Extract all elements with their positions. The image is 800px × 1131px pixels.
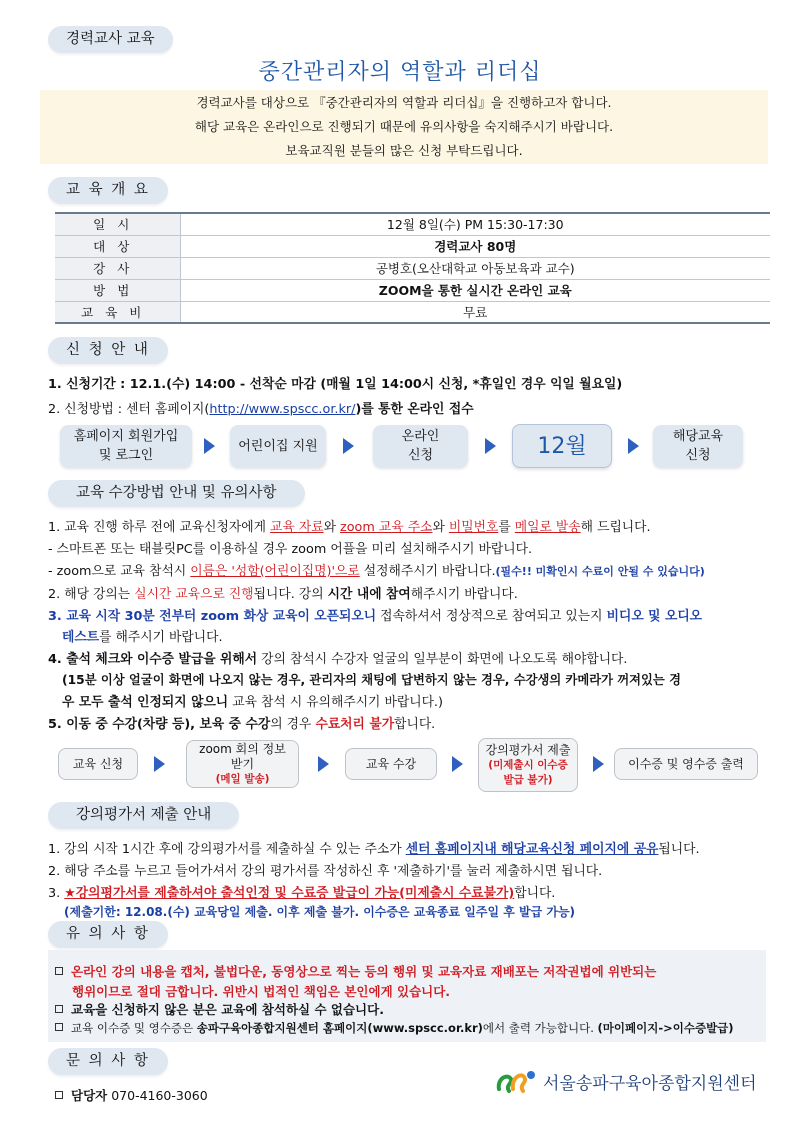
table-value: 경력교사 80명 [180, 235, 770, 257]
text: 1. 강의 시작 1시간 후에 강의평가서를 제출하실 수 있는 주소가 [48, 842, 406, 857]
section-heading-apply: 신 청 안 내 [48, 337, 168, 364]
step-text: 발급 불가) [503, 773, 553, 786]
org-logo-icon [495, 1067, 537, 1095]
apply-step-5 [653, 425, 743, 467]
page-title: 중간관리자의 역할과 리더십 [258, 60, 542, 85]
table-key: 방법 [55, 279, 180, 301]
apply-step-1 [60, 425, 192, 467]
step-text: 12월 [537, 433, 587, 459]
intro-line: 해당 교육은 온라인으로 진행되기 때문에 유의사항을 숙지해주시기 바랍니다. [194, 119, 614, 134]
text: 합니다. [394, 717, 436, 732]
apply-step-4 [512, 424, 612, 468]
text: 를 [498, 520, 515, 535]
text: - zoom으로 교육 참석시 [48, 564, 191, 579]
table-row [55, 235, 770, 257]
text: 해주시기 바랍니다. [410, 587, 518, 602]
arrow-right-icon [154, 756, 165, 772]
intro-line: 보육교직원 분들의 많은 신청 부탁드립니다. [285, 143, 523, 158]
step-text: 교육 신청 [72, 756, 124, 771]
contact-line [55, 1086, 208, 1104]
method-line-1 [48, 516, 651, 535]
step-text: 온라인 [401, 429, 440, 444]
evaluation-line-1 [48, 838, 700, 857]
method-line-5 [48, 605, 702, 624]
text: 접속하셔서 정상적으로 참여되고 있는지 [376, 609, 607, 624]
text: 를 해주시기 바랍니다. [99, 630, 223, 645]
text: 교육 이수증 및 영수증은 [71, 1021, 197, 1035]
text: 수료처리 불가 [315, 717, 395, 732]
flow-step-2 [186, 740, 299, 788]
section-heading-contact: 문 의 사 항 [48, 1048, 168, 1075]
section-heading-notice: 유 의 사 항 [48, 921, 168, 948]
step-text: 어린이집 지원 [238, 438, 318, 454]
flow-step-5 [614, 748, 758, 780]
table-row [55, 213, 770, 235]
text: 비밀번호 [448, 520, 499, 535]
arrow-right-icon [204, 438, 215, 454]
text: 교육 참석 시 유의해주시기 바랍니다.) [228, 695, 443, 710]
text: 우 모두 출석 인정되지 않으니 [62, 695, 229, 710]
method-line-6 [62, 626, 223, 645]
intro-line: 경력교사를 대상으로 『중간관리자의 역할과 리더십』을 진행하고자 합니다. [196, 95, 612, 110]
step-text: 및 로그인 [98, 448, 154, 463]
step-text: 교육 수강 [365, 756, 417, 771]
square-bullet-icon [55, 1091, 63, 1099]
section-heading-evaluation: 강의평가서 제출 안내 [48, 802, 239, 829]
table-row [55, 301, 770, 323]
table-value: 무료 [180, 301, 770, 323]
text: 4. 출석 체크와 이수증 발급을 위해서 [48, 652, 258, 667]
method-line-10 [48, 713, 435, 732]
apply-period: 1. 신청기간 : 12.1.(수) 14:00 - 선착순 마감 (매월 1일 14:00시 신청, *휴일인 경우 익일 월요일) [48, 377, 623, 392]
table-key: 교육비 [55, 301, 180, 323]
text: 교육을 신청하지 않은 분은 교육에 참석하실 수 없습니다. [71, 1002, 384, 1017]
text: 메일로 발송 [514, 520, 581, 535]
org-logo [495, 1067, 757, 1095]
square-bullet-icon [55, 1023, 63, 1031]
arrow-right-icon [452, 756, 463, 772]
step-text: 이수증 및 영수증 출력 [628, 756, 744, 771]
step-text: 받기 [230, 756, 255, 771]
text: 5. 이동 중 수강(차량 등), 보육 중 수강 [48, 717, 271, 732]
evaluation-line-4: (제출기한: 12.08.(수) 교육당일 제출. 이후 제출 불가. 이수증은 교육종료 일주일 후 발급 가능) [64, 905, 576, 919]
step-text: (미제출시 이수증 [488, 758, 568, 771]
apply-step-3 [373, 425, 468, 467]
text: 담당자 [71, 1088, 108, 1103]
text: 에서 출력 가능합니다. [482, 1021, 598, 1035]
method-line-7 [48, 648, 628, 667]
text: 070-4160-3060 [107, 1088, 208, 1103]
text: ★강의평가서를 제출하셔야 출석인정 및 수료증 발급이 가능(미제출시 수료불가) [64, 886, 515, 901]
text: 됩니다. [658, 842, 700, 857]
step-text: 홈페이지 회원가입 [73, 429, 179, 444]
table-value: ZOOM을 통한 실시간 온라인 교육 [180, 279, 770, 301]
method-line-9 [62, 691, 443, 710]
text: 교육 자료 [270, 520, 324, 535]
apply-step-2 [230, 425, 326, 467]
step-text: 해당교육 [672, 429, 724, 444]
step-text: 강의평가서 제출 [485, 742, 571, 757]
text: zoom 교육 주소 [340, 520, 433, 535]
table-row [55, 257, 770, 279]
text: 합니다. [514, 886, 556, 901]
notice-item-1 [55, 962, 656, 980]
text: 시간 내에 참여 [327, 587, 411, 602]
text: (필수!! 미확인시 수료이 안될 수 있습니다) [495, 565, 705, 578]
flow-step-1 [58, 748, 138, 780]
method-line-8: (15분 이상 얼굴이 화면에 나오지 않는 경우, 관리자의 채팅에 답변하지 않는 경우, 수강생의 카메라가 꺼져있는 경 [62, 673, 681, 687]
text: 와 [432, 520, 449, 535]
table-row [55, 279, 770, 301]
section-heading-method: 교육 수강방법 안내 및 유의사항 [48, 480, 305, 507]
table-value: 12월 8일(수) PM 15:30-17:30 [180, 213, 770, 235]
text: 3. 교육 시작 30분 전부터 zoom 화상 교육이 오픈되오니 [48, 609, 377, 624]
text: 해 드립니다. [580, 520, 651, 535]
arrow-right-icon [485, 438, 496, 454]
text: 실시간 교육으로 진행 [134, 587, 254, 602]
method-line-2: - 스마트폰 또는 태블릿PC를 이용하실 경우 zoom 어플을 미리 설치해주시기 바랍니다. [48, 542, 533, 557]
homepage-link[interactable]: http://www.spscc.or.kr/ [209, 402, 356, 417]
text: 온라인 강의 내용을 캡처, 불법다운, 동영상으로 찍는 등의 행위 및 교육자료 재배포는 저작권법에 위반되는 [71, 964, 657, 979]
text: 센터 홈페이지내 해당교육신청 페이지에 공유 [405, 842, 659, 857]
org-name: 서울송파구육아종합지원센터 [543, 1073, 757, 1094]
step-text: (메일 발송) [215, 772, 270, 785]
apply-method [48, 398, 474, 417]
evaluation-line-2: 2. 해당 주소를 누르고 들어가셔서 강의 평가서를 작성하신 후 '제출하기'를 눌러 제출하시면 됩니다. [48, 864, 603, 879]
text: )를 통한 온라인 접수 [355, 402, 474, 417]
text: 강의 참석시 수강자 얼굴의 일부분이 화면에 나오도록 해야합니다. [257, 652, 628, 667]
text: 1. 교육 진행 하루 전에 교육신청자에게 [48, 520, 271, 535]
table-key: 일시 [55, 213, 180, 235]
method-line-4 [48, 583, 518, 602]
arrow-right-icon [318, 756, 329, 772]
table-key: 대상 [55, 235, 180, 257]
text: 송파구육아종합지원센터 홈페이지(www.spscc.or.kr) [196, 1021, 483, 1035]
category-tag: 경력교사 교육 [48, 26, 173, 53]
evaluation-line-3 [48, 882, 555, 901]
section-heading-overview: 교 육 개 요 [48, 177, 168, 204]
notice-item-2 [55, 1000, 384, 1018]
arrow-right-icon [628, 438, 639, 454]
method-line-3 [48, 560, 705, 579]
overview-table [55, 212, 770, 324]
arrow-right-icon [343, 438, 354, 454]
arrow-right-icon [593, 756, 604, 772]
step-text: zoom 회의 정보 [199, 741, 286, 756]
notice-item-3 [55, 1020, 734, 1036]
text: (마이페이지->이수증발급) [597, 1021, 734, 1035]
text: 3. [48, 886, 65, 901]
intro-box [40, 90, 768, 164]
flow-step-3 [345, 748, 437, 780]
table-value: 공병호(오산대학교 아동보육과 교수) [180, 257, 770, 279]
text: 테스트 [62, 630, 100, 645]
notice-item-1-cont: 행위이므로 절대 금합니다. 위반시 법적인 책임은 본인에게 있습니다. [72, 984, 451, 999]
text: 의 경우 [270, 717, 316, 732]
square-bullet-icon [55, 1005, 63, 1013]
text: 이름은 '성함(어린이집명)'으로 [190, 564, 360, 579]
square-bullet-icon [55, 967, 63, 975]
text: 됩니다. 강의 [253, 587, 328, 602]
step-text: 신청 [407, 448, 434, 463]
text: 2. 해당 강의는 [48, 587, 135, 602]
table-key: 강사 [55, 257, 180, 279]
step-text: 신청 [685, 448, 711, 463]
text: 비디오 및 오디오 [606, 609, 703, 624]
flow-step-4 [478, 738, 578, 792]
text: 와 [323, 520, 340, 535]
text: 2. 신청방법 : 센터 홈페이지( [48, 402, 210, 417]
text: 설정해주시기 바랍니다. [359, 564, 496, 579]
